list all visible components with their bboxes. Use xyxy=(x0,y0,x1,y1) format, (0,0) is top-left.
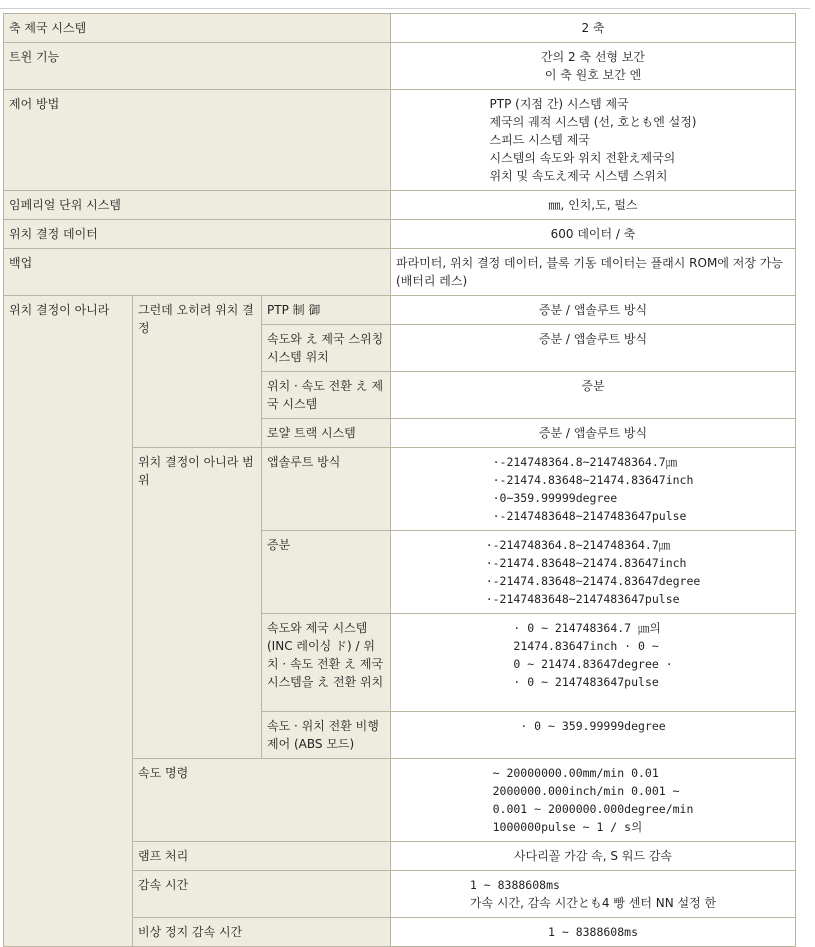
top-divider xyxy=(0,8,810,9)
table-row xyxy=(4,220,796,249)
value-line: ·-21474.83648~21474.83647inch xyxy=(485,556,687,570)
value-line: 1000000pulse ~ 1 / s의 xyxy=(492,820,643,834)
row-value: 파라미터, 위치 결정 데이터, 블록 기동 데이터는 플래시 ROM에 저장 가능 (배터리 레스) xyxy=(391,249,796,296)
row-value xyxy=(391,531,796,614)
value-line: 위치 및 속도え제국 시스템 스위치 xyxy=(489,169,668,183)
row-value: 증분 / 앱솔루트 방식 xyxy=(391,325,796,372)
row-value: 600 데이터 / 축 xyxy=(391,220,796,249)
row-value xyxy=(391,759,796,842)
sub-label: 앱솔루트 방식 xyxy=(262,448,391,531)
table-row xyxy=(4,191,796,220)
value-line: ·-214748364.8~214748364.7㎛ xyxy=(485,538,671,552)
value-line: ·-21474.83648~21474.83647inch xyxy=(492,473,694,487)
value-line: 0 ~ 21474.83647degree · xyxy=(513,657,673,671)
sub-label: 증분 xyxy=(262,531,391,614)
row-label: 임페리얼 단위 시스템 xyxy=(4,191,391,220)
value-line: 21474.83647inch · 0 ~ xyxy=(513,639,659,653)
control-method-list xyxy=(490,95,697,185)
row-label: 위치 결정 데이터 xyxy=(4,220,391,249)
sub-label: 속도 · 위치 전환 비행 제어 (ABS 모드) xyxy=(262,712,391,759)
row-value xyxy=(391,871,796,918)
sub-label: 속도와 え 제국 스위칭 시스템 위치 xyxy=(262,325,391,372)
row-label: 제어 방법 xyxy=(4,90,391,191)
row-value: 증분 / 앱솔루트 방식 xyxy=(391,419,796,448)
value-line: ·-2147483648~2147483647pulse xyxy=(485,592,680,606)
table-row xyxy=(4,296,796,325)
decel-list xyxy=(470,876,716,912)
value-line: 가속 시간, 감속 시간とも4 빵 센터 NN 설정 한 xyxy=(469,896,717,910)
table-row xyxy=(4,249,796,296)
value-line: 스피드 시스템 제국 xyxy=(489,133,590,147)
value-line: PTP (지점 간) 시스템 제국 xyxy=(489,97,629,111)
row-value xyxy=(391,43,796,90)
group-label: 위치 결정이 아니라 범위 xyxy=(133,448,262,759)
section-label: 위치 결정이 아니라 xyxy=(4,296,133,947)
row-value: 증분 xyxy=(391,372,796,419)
table-row xyxy=(4,14,796,43)
value-line: 1 ~ 8388608ms xyxy=(469,878,560,892)
row-value: 2 축 xyxy=(391,14,796,43)
speed-list xyxy=(493,764,694,836)
value-line: 0.001 ~ 2000000.000degree/min xyxy=(492,802,694,816)
row-value: · 0 ~ 359.99999degree xyxy=(391,712,796,759)
row-value: 1 ~ 8388608ms xyxy=(391,918,796,947)
row-label: 트윈 기능 xyxy=(4,43,391,90)
value-line: · 0 ~ 2147483647pulse xyxy=(513,675,659,689)
value-line: ·0~359.99999degree xyxy=(492,491,618,505)
table-row xyxy=(4,43,796,90)
value-line: 간의 2 축 선형 보간 xyxy=(540,50,646,64)
sub-label: PTP 制 御 xyxy=(262,296,391,325)
range-list xyxy=(486,536,701,608)
row-label: 램프 처리 xyxy=(133,842,391,871)
range-list xyxy=(513,619,672,691)
value-line: 제국의 궤적 시스템 (선, 호とも엔 설정) xyxy=(489,115,697,129)
value-line: 이 축 원호 보간 엔 xyxy=(544,68,642,82)
row-label: 백업 xyxy=(4,249,391,296)
value-line: 2000000.000inch/min 0.001 ~ xyxy=(492,784,680,798)
row-value xyxy=(391,90,796,191)
value-line: ·-2147483648~2147483647pulse xyxy=(492,509,687,523)
value-line: ~ 20000000.00mm/min 0.01 xyxy=(492,766,659,780)
value-line: 시스템의 속도와 위치 전환え제국의 xyxy=(489,151,676,165)
row-label: 축 제국 시스템 xyxy=(4,14,391,43)
spec-table xyxy=(3,13,796,947)
row-label: 감속 시간 xyxy=(133,871,391,918)
range-list xyxy=(493,453,694,525)
group-label: 그런데 오히려 위치 결정 xyxy=(133,296,262,448)
row-label: 비상 정지 감속 시간 xyxy=(133,918,391,947)
sub-label: 로얄 트랙 시스템 xyxy=(262,419,391,448)
value-line: ·-214748364.8~214748364.7㎛ xyxy=(492,455,678,469)
table-row xyxy=(4,90,796,191)
row-value: ㎜, 인치,도, 펄스 xyxy=(391,191,796,220)
row-value xyxy=(391,448,796,531)
sub-label: 위치 · 속도 전환 え 제국 시스템 xyxy=(262,372,391,419)
value-line: · 0 ~ 214748364.7 ㎛의 xyxy=(513,621,661,635)
row-value: 증분 / 앱솔루트 방식 xyxy=(391,296,796,325)
row-value: 사다리꼴 가감 속, S 워드 감속 xyxy=(391,842,796,871)
sub-label: 속도와 제국 시스템 (INC 레이싱 ド) / 위치 · 속도 전환 え 제국 시스템을 え 전환 위치 xyxy=(262,614,391,712)
value-line: ·-21474.83648~21474.83647degree xyxy=(485,574,701,588)
row-label: 속도 명령 xyxy=(133,759,391,842)
row-value xyxy=(391,614,796,712)
